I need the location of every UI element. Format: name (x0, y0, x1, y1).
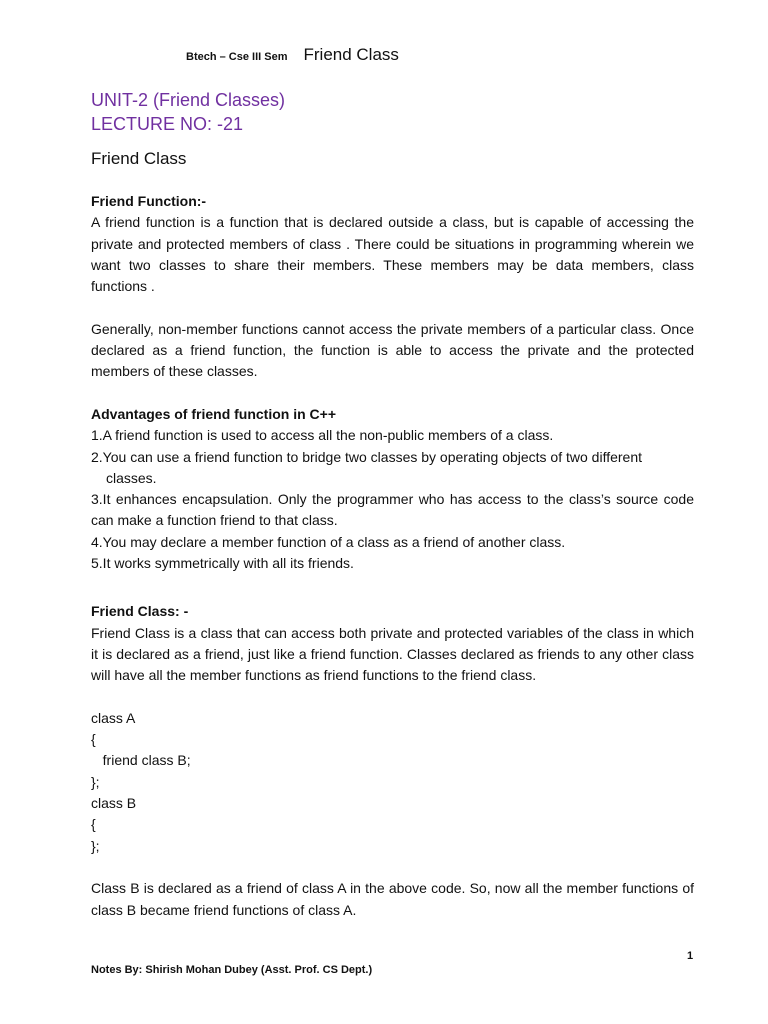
advantage-item: 4.You may declare a member function of a class as a friend of another class. (91, 533, 566, 550)
advantages-heading: Advantages of friend function in C++ (91, 405, 337, 422)
advantage-item: 1.A friend function is used to access all the non-public members of a class. (91, 427, 554, 444)
advantage-item: 5.It works symmetrically with all its friends. (91, 555, 354, 572)
page-header (186, 45, 399, 65)
code-line: class B (91, 795, 137, 812)
code-line: }; (91, 773, 100, 790)
friend-function-paragraph: A friend function is a function that is declared outside a class, but is capable of accessing the private and protected members of class . There could be situations in programming wherein we want two classes to share their members. These members may be data members, class functions . (91, 214, 694, 295)
friend-function-heading: Friend Function:- (91, 193, 207, 209)
advantage-item: 3.It enhances encapsulation. Only the programmer who has access to the class’s source code can make a function friend to that class. (91, 491, 694, 529)
class-b-explanation: Class B is declared as a friend of class A in the above code. So, now all the member functions of class B became friend functions of class A. (91, 880, 694, 918)
code-line: { (91, 816, 96, 833)
main-content (91, 88, 694, 921)
unit-title: UNIT-2 (Friend Classes) (91, 90, 286, 110)
code-line: }; (91, 837, 100, 854)
page-footer: Notes By: Shirish Mohan Dubey (Asst. Prof. CS Dept.) (91, 964, 373, 976)
code-line: { (91, 731, 96, 748)
section-title: Friend Class (91, 149, 187, 168)
friend-class-paragraph: Friend Class is a class that can access both private and protected variables of the class in which it is declared as a friend, just like a friend function. Classes declared as friends to any other class will have all the member functions as friend functions to the friend class. (91, 624, 694, 684)
lecture-number: LECTURE NO: -21 (91, 114, 244, 134)
header-title: Friend Class (303, 45, 399, 64)
non-member-paragraph: Generally, non-member functions cannot access the private members of a particular class. Once declared as a friend function, the function is able to access the private and the protected members of these classes. (91, 320, 694, 380)
code-line: friend class B; (91, 752, 191, 769)
advantage-item: 2.You can use a friend function to bridge two classes by operating objects of two different classes. (91, 448, 643, 486)
course-label: Btech – Cse III Sem (186, 51, 288, 63)
code-block (91, 708, 694, 857)
friend-class-heading: Friend Class: - (91, 603, 189, 620)
page-number: 1 (687, 950, 694, 962)
code-line: class A (91, 709, 136, 726)
